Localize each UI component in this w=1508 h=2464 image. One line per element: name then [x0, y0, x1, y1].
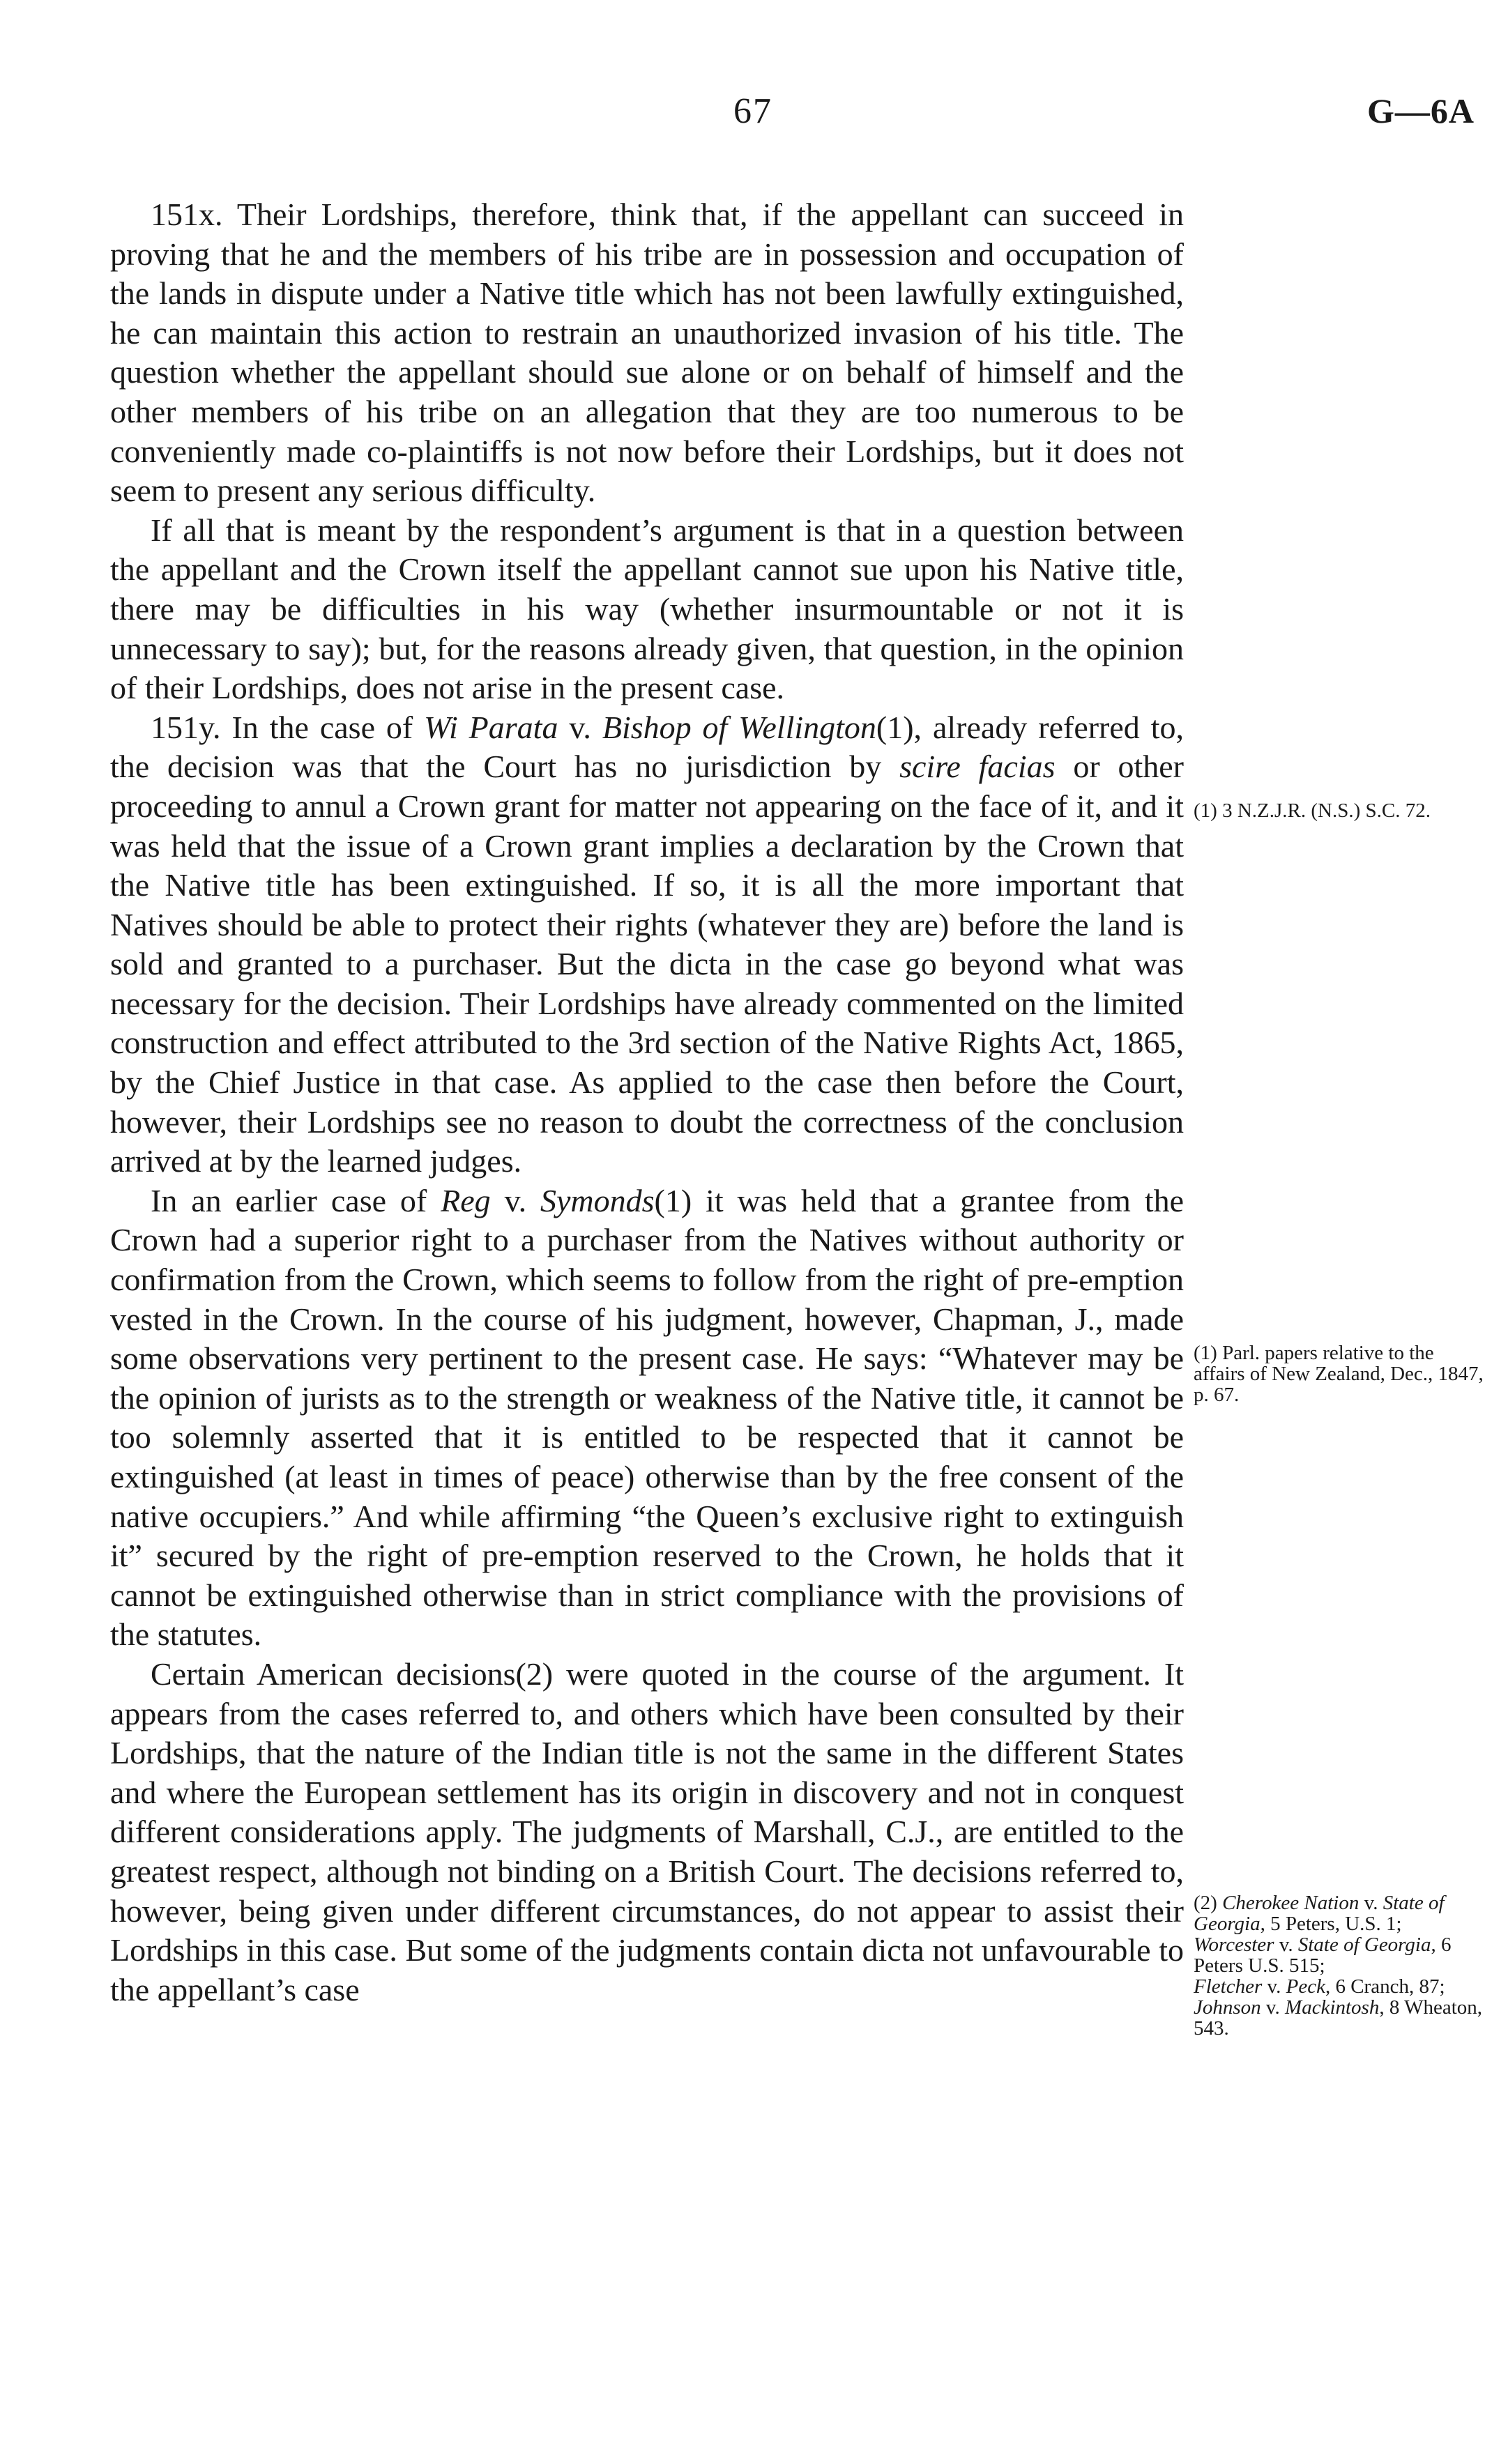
- paragraph-text: In the case of: [231, 709, 425, 745]
- paragraph-text: If all that is meant by the respondent’s argument is that in a question between the appellant and the Crown itself the appellant cannot sue upon his Native title, there may be difficulties in his way (whether insurmountable or not it is unnecessary to say); but, for the reasons already given, that question, in the opinion of their Lordships, does not arise in the present case.: [110, 512, 1184, 706]
- latin-term: scire facias: [899, 749, 1056, 785]
- case-versus: v.: [490, 1182, 540, 1218]
- case-name: Mackintosh: [1285, 1996, 1380, 2019]
- paragraph-label: 151x.: [151, 197, 223, 232]
- case-versus: v.: [558, 709, 602, 745]
- sidenote-citation: Johnson v. Mackintosh, 8 Wheaton, 543.: [1194, 1996, 1483, 2040]
- sidenote-citation: Fletcher v. Peck, 6 Cranch, 87;: [1194, 1975, 1445, 1998]
- paragraph-text: Certain American decisions(2) were quoted in the course of the argument. It appears from the cases referred to, and others which have been consulted by their Lordships, that the nature of the Indian title is not the same in the different States and where the European settlement has its origin in discovery and not in conquest different considerations apply. The judgments of Marshall, C.J., are entitled to the greatest respect, although not binding on a British Court. The decisions referred to, however, being given under different circumstances, do not appear to assist their Lordships in this case. But some of the judgments contain dicta not unfavourable to the appellant’s case: [110, 1655, 1184, 2007]
- document-id: G—6A: [1367, 91, 1475, 130]
- paragraph-reg-v-symonds: [110, 1181, 1184, 1655]
- sidenote-citation: Worcester v. State of Georgia, 6 Peters U.S. 515;: [1194, 1934, 1452, 1977]
- case-name: Symonds: [540, 1182, 655, 1218]
- sidenote-wi-parata: [1194, 800, 1486, 821]
- main-text: [110, 195, 1184, 2010]
- sidenote-text: (1) 3 N.Z.J.R. (N.S.) S.C. 72.: [1194, 799, 1431, 822]
- case-name: Fletcher: [1194, 1975, 1263, 1998]
- paragraph-151y: [110, 708, 1184, 1181]
- paragraph-respondent-argument: [110, 511, 1184, 708]
- case-name: Peck: [1286, 1975, 1325, 1998]
- case-name: State of Georgia: [1194, 1892, 1445, 1935]
- sidenote-text: (1) Parl. papers relative to the affairs of New Zealand, Dec., 1847, p. 67.: [1194, 1342, 1484, 1406]
- paragraph-text: it was held that a grantee from the Crown had a superior right to a purchaser from the Natives without authority or confirmation from the Crown, which seems to follow from the right of pre-emption vested in the Crown. In the course of his judgment, however, Chapman, J., made some observations very pertinent to the present case. He says: “Whatever may be the opinion of jurists as to the strength or weakness of the Native title, it cannot be too solemnly asserted that it is entitled to be respected that it cannot be extinguished (at least in times of peace) otherwise than by the free consent of the native occupiers.” And while affirming “the Queen’s exclusive right to extinguish it” secured by the right of pre-emption reserved to the Crown, he holds that it cannot be extinguished otherwise than in strict compliance with the provisions of the statutes.: [110, 1182, 1185, 1653]
- sidenote-parl-papers: [1194, 1342, 1486, 1405]
- paragraph-label: 151y.: [151, 709, 221, 745]
- paragraph-american-decisions: [110, 1655, 1184, 2010]
- sidenote-american-cases: [1194, 1892, 1486, 2039]
- case-name: Wi Parata: [424, 709, 558, 745]
- paragraph-text: , already referred to, the decision was that the Court has no jurisdiction by: [110, 709, 1184, 785]
- case-name: Bishop of Wellington: [602, 709, 876, 745]
- sidenote-citation: (2) Cherokee Nation v. State of Georgia, 5 Peters, U.S. 1;: [1194, 1892, 1445, 1935]
- case-name: Johnson: [1194, 1996, 1261, 2019]
- case-name: Cherokee Nation: [1222, 1892, 1360, 1914]
- paragraph-text: In an earlier case of: [151, 1182, 441, 1218]
- paragraph-151x: [110, 195, 1184, 511]
- footnote-ref: (1): [876, 709, 914, 745]
- paragraph-text: Their Lordships, therefore, think that, if the appellant can succeed in proving that he and the members of his tribe are in possession and occupation of the lands in dispute under a Native title which has not been lawfully extinguished, he can maintain this action to restrain an unauthorized invasion of his title. The question whether the appellant should sue alone or on behalf of himself and the other members of his tribe on an allegation that they are too numerous to be conveniently made co-plaintiffs is not now before their Lordships, but it does not seem to present any serious difficulty.: [110, 197, 1184, 509]
- page-header: [0, 91, 1508, 146]
- case-name: Reg: [441, 1182, 491, 1218]
- page-number: 67: [733, 91, 772, 131]
- case-name: Worcester: [1194, 1934, 1274, 1956]
- case-name: State of Georgia: [1297, 1934, 1431, 1956]
- paragraph-text: or other proceeding to annul a Crown grant for matter not appearing on the face of it, and it was held that the issue of a Crown grant implies a declaration by the Crown that the Native title has been extinguished. If so, it is all the more important that Natives should be able to protect their rights (whatever they are) before the land is sold and granted to a purchaser. But the dicta in the case go beyond what was necessary for the decision. Their Lordships have already commented on the limited construction and effect attributed to the 3rd section of the Native Rights Act, 1865, by the Chief Justice in that case. As applied to the case then before the Court, however, their Lordships see no reason to doubt the correctness of the conclusion arrived at by the learned judges.: [110, 749, 1184, 1179]
- footnote-ref: (1): [654, 1182, 692, 1218]
